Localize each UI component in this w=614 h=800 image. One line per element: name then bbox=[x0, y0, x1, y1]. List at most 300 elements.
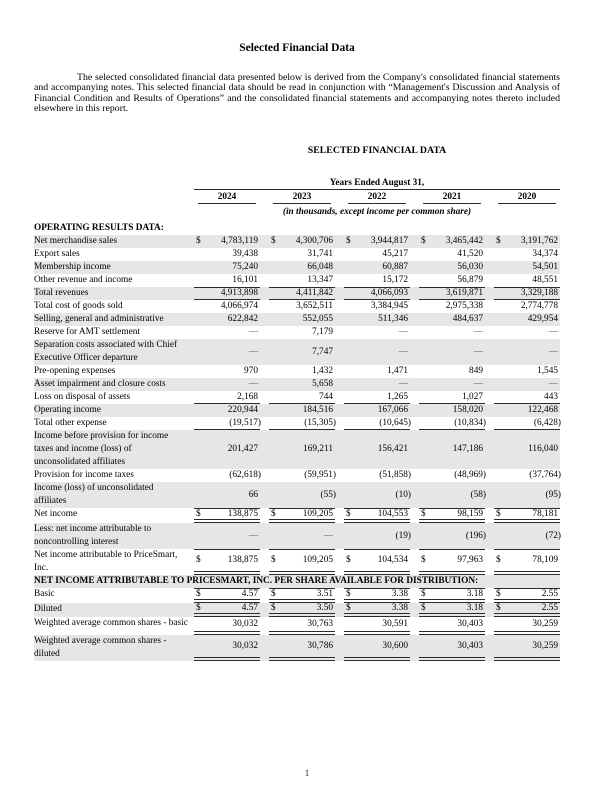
dollar-sign: $ bbox=[346, 508, 351, 519]
value-cell bbox=[269, 313, 335, 326]
dollar-sign: $ bbox=[496, 508, 501, 519]
cell-value: 30,403 bbox=[457, 640, 483, 651]
value-cell bbox=[344, 430, 410, 469]
value-cell bbox=[269, 261, 335, 274]
cell-value: 443 bbox=[544, 391, 558, 402]
cell-value: (48,969) bbox=[454, 470, 486, 481]
cell-value: 48,551 bbox=[532, 275, 558, 286]
value-cell bbox=[344, 261, 410, 274]
year-column-header: 2021 bbox=[419, 192, 485, 204]
row-label: Net income attributable to PriceSmart, Inc. bbox=[34, 549, 178, 573]
value-cell bbox=[419, 235, 485, 248]
cell-value: 30,786 bbox=[307, 640, 333, 651]
value-cell bbox=[419, 523, 485, 549]
dollar-sign: $ bbox=[346, 555, 351, 566]
value-cell bbox=[494, 274, 560, 287]
cell-value: 3.18 bbox=[466, 588, 483, 599]
year-column-header: 2022 bbox=[344, 192, 410, 204]
cell-value: 184,516 bbox=[302, 405, 333, 416]
cell-value: 744 bbox=[319, 391, 333, 402]
value-cell bbox=[269, 365, 335, 378]
table-row bbox=[34, 523, 560, 549]
page-title: Selected Financial Data bbox=[239, 42, 355, 54]
value-cell bbox=[269, 617, 335, 635]
cell-value: (95) bbox=[545, 489, 561, 500]
dollar-sign: $ bbox=[421, 588, 426, 599]
year-header-row bbox=[194, 192, 560, 204]
value-cell bbox=[344, 248, 410, 261]
dollar-sign: $ bbox=[496, 588, 501, 599]
row-label: Less: net income attributable to noncontrolling interest bbox=[34, 523, 152, 547]
row-label: Asset impairment and closure costs bbox=[34, 378, 166, 389]
cell-value: 169,211 bbox=[303, 444, 333, 455]
page-number: 1 bbox=[304, 769, 310, 779]
value-cell bbox=[344, 313, 410, 326]
dollar-sign: $ bbox=[346, 236, 351, 247]
dollar-sign: $ bbox=[496, 236, 501, 247]
value-cell bbox=[344, 287, 410, 300]
dollar-sign: $ bbox=[196, 555, 201, 566]
cell-value: 30,032 bbox=[232, 640, 258, 651]
value-cell bbox=[419, 261, 485, 274]
section-header-label: OPERATING RESULTS DATA: bbox=[34, 222, 164, 233]
table-row bbox=[34, 588, 560, 603]
table-row bbox=[34, 404, 560, 417]
cell-value: 104,534 bbox=[377, 555, 408, 566]
cell-value: 4.57 bbox=[241, 602, 258, 613]
value-cell bbox=[194, 313, 260, 326]
table-row bbox=[34, 549, 560, 575]
dollar-sign: $ bbox=[271, 236, 276, 247]
value-cell bbox=[344, 274, 410, 287]
value-cell bbox=[269, 549, 335, 575]
table-row bbox=[34, 287, 560, 300]
value-cell bbox=[194, 549, 260, 575]
value-cell bbox=[194, 365, 260, 378]
value-cell bbox=[419, 588, 485, 603]
value-cell bbox=[194, 430, 260, 469]
value-cell bbox=[344, 508, 410, 523]
cell-value: 66 bbox=[248, 489, 258, 500]
cell-value: 4,066,093 bbox=[370, 288, 408, 299]
row-label: Income (loss) of unconsolidated affiliates bbox=[34, 482, 154, 506]
cell-value: 116,040 bbox=[528, 444, 558, 455]
cell-value: 109,205 bbox=[302, 555, 333, 566]
cell-value: 3,652,511 bbox=[296, 301, 333, 312]
row-label: Loss on disposal of assets bbox=[34, 391, 131, 402]
value-cell bbox=[269, 588, 335, 603]
value-cell bbox=[419, 391, 485, 404]
table-row bbox=[34, 469, 560, 482]
cell-value: 78,181 bbox=[532, 508, 558, 519]
value-cell bbox=[344, 378, 410, 391]
cell-value: (19) bbox=[395, 530, 411, 541]
value-cell bbox=[494, 430, 560, 469]
cell-value: 30,403 bbox=[457, 618, 483, 629]
cell-value: 78,109 bbox=[532, 555, 558, 566]
value-cell bbox=[344, 417, 410, 430]
value-cell bbox=[419, 635, 485, 661]
cell-value: 552,055 bbox=[302, 314, 333, 325]
cell-value: (72) bbox=[545, 530, 561, 541]
cell-value: 56,879 bbox=[457, 275, 483, 286]
cell-value: 4,411,842 bbox=[296, 288, 333, 299]
value-cell bbox=[194, 261, 260, 274]
cell-value: 511,346 bbox=[378, 314, 408, 325]
table-row bbox=[34, 391, 560, 404]
cell-value: 60,887 bbox=[382, 262, 408, 273]
value-cell bbox=[419, 300, 485, 313]
value-cell bbox=[494, 365, 560, 378]
section-header-row bbox=[34, 575, 560, 588]
cell-value: 3,191,762 bbox=[520, 236, 558, 247]
value-cell bbox=[194, 635, 260, 661]
cell-value: 98,159 bbox=[457, 508, 483, 519]
value-cell bbox=[494, 339, 560, 365]
cell-value: 3,465,442 bbox=[445, 236, 483, 247]
cell-value: 2,168 bbox=[237, 391, 258, 402]
cell-value: 4,066,974 bbox=[220, 301, 258, 312]
section-header-label: NET INCOME ATTRIBUTABLE TO PRICESMART, INC. PER SHARE AVAILABLE FOR DISTRIBUTION: bbox=[34, 575, 479, 586]
cell-value: (6,428) bbox=[533, 417, 561, 428]
cell-value: (196) bbox=[465, 530, 486, 541]
cell-value: 1,432 bbox=[312, 366, 333, 377]
table-row bbox=[34, 635, 560, 661]
value-cell bbox=[194, 508, 260, 523]
cell-value: — bbox=[248, 530, 258, 541]
value-cell bbox=[194, 326, 260, 339]
cell-value: 5,658 bbox=[312, 379, 333, 390]
value-cell bbox=[269, 603, 335, 617]
cell-value: (62,618) bbox=[229, 470, 261, 481]
value-cell bbox=[419, 430, 485, 469]
table-row bbox=[34, 508, 560, 523]
cell-value: 2,975,338 bbox=[445, 301, 483, 312]
row-label: Pre-opening expenses bbox=[34, 365, 116, 376]
table-row bbox=[34, 235, 560, 248]
period-header: Years Ended August 31, bbox=[194, 178, 560, 190]
value-cell bbox=[419, 248, 485, 261]
cell-value: (59,951) bbox=[304, 470, 336, 481]
units-note: (in thousands, except income per common share) bbox=[282, 206, 472, 217]
value-cell bbox=[194, 617, 260, 635]
value-cell bbox=[344, 603, 410, 617]
value-cell bbox=[194, 235, 260, 248]
cell-value: 429,954 bbox=[527, 314, 558, 325]
value-cell bbox=[419, 469, 485, 482]
cell-value: 3,329,188 bbox=[520, 288, 558, 299]
cell-value: 7,747 bbox=[312, 346, 333, 357]
row-label: Operating income bbox=[34, 404, 101, 415]
cell-value: 484,637 bbox=[452, 314, 483, 325]
value-cell bbox=[419, 365, 485, 378]
value-cell bbox=[194, 248, 260, 261]
row-label: Income before provision for income taxes and income (loss) of unconsolidated affiliates bbox=[34, 430, 169, 467]
cell-value: 56,030 bbox=[457, 262, 483, 273]
dollar-sign: $ bbox=[421, 236, 426, 247]
row-label: Total other expense bbox=[34, 417, 107, 428]
value-cell bbox=[269, 339, 335, 365]
cell-value: 3,619,871 bbox=[445, 288, 483, 299]
year-column-header: 2024 bbox=[194, 192, 260, 204]
value-cell bbox=[344, 549, 410, 575]
cell-value: 1,265 bbox=[387, 391, 408, 402]
value-cell bbox=[269, 287, 335, 300]
cell-value: 622,842 bbox=[227, 314, 258, 325]
value-cell bbox=[194, 417, 260, 430]
cell-value: (58) bbox=[470, 489, 486, 500]
row-label: Membership income bbox=[34, 261, 111, 272]
table-row bbox=[34, 313, 560, 326]
cell-value: 30,259 bbox=[532, 618, 558, 629]
cell-value: 3.38 bbox=[391, 588, 408, 599]
cell-value: 30,259 bbox=[532, 640, 558, 651]
value-cell bbox=[494, 603, 560, 617]
value-cell bbox=[344, 482, 410, 508]
cell-value: (10,645) bbox=[379, 417, 411, 428]
dollar-sign: $ bbox=[271, 508, 276, 519]
cell-value: 4.57 bbox=[241, 588, 258, 599]
dollar-sign: $ bbox=[346, 588, 351, 599]
cell-value: — bbox=[248, 327, 258, 338]
cell-value: — bbox=[398, 346, 408, 357]
value-cell bbox=[419, 417, 485, 430]
value-cell bbox=[269, 235, 335, 248]
table-row bbox=[34, 603, 560, 617]
value-cell bbox=[419, 378, 485, 391]
table-row bbox=[34, 482, 560, 508]
value-cell bbox=[194, 274, 260, 287]
dollar-sign: $ bbox=[496, 555, 501, 566]
value-cell bbox=[194, 523, 260, 549]
value-cell bbox=[194, 404, 260, 417]
dollar-sign: $ bbox=[196, 508, 201, 519]
row-label: Net merchandise sales bbox=[34, 235, 118, 246]
cell-value: 138,875 bbox=[227, 555, 258, 566]
row-label: Total revenues bbox=[34, 287, 89, 298]
dollar-sign: $ bbox=[421, 508, 426, 519]
row-label: Basic bbox=[34, 588, 55, 599]
cell-value: — bbox=[248, 346, 258, 357]
cell-value: 15,172 bbox=[382, 275, 408, 286]
value-cell bbox=[494, 391, 560, 404]
dollar-sign: $ bbox=[496, 602, 501, 613]
table-row bbox=[34, 339, 560, 365]
cell-value: 30,032 bbox=[232, 618, 258, 629]
year-column-header: 2023 bbox=[269, 192, 335, 204]
cell-value: 39,438 bbox=[232, 249, 258, 260]
dollar-sign: $ bbox=[271, 588, 276, 599]
cell-value: 13,347 bbox=[307, 275, 333, 286]
cell-value: — bbox=[323, 530, 333, 541]
value-cell bbox=[269, 274, 335, 287]
value-cell bbox=[494, 588, 560, 603]
dollar-sign: $ bbox=[271, 602, 276, 613]
row-label: Net income bbox=[34, 508, 78, 519]
value-cell bbox=[269, 635, 335, 661]
value-cell bbox=[269, 378, 335, 391]
dollar-sign: $ bbox=[421, 555, 426, 566]
cell-value: 54,501 bbox=[532, 262, 558, 273]
cell-value: 30,763 bbox=[307, 618, 333, 629]
value-cell bbox=[419, 287, 485, 300]
value-cell bbox=[344, 617, 410, 635]
value-cell bbox=[344, 391, 410, 404]
cell-value: 30,600 bbox=[382, 640, 408, 651]
cell-value: — bbox=[398, 379, 408, 390]
table-title: SELECTED FINANCIAL DATA bbox=[307, 144, 447, 156]
value-cell bbox=[419, 508, 485, 523]
cell-value: 138,875 bbox=[227, 508, 258, 519]
cell-value: 109,205 bbox=[302, 508, 333, 519]
dollar-sign: $ bbox=[196, 588, 201, 599]
cell-value: 30,591 bbox=[382, 618, 408, 629]
cell-value: 41,520 bbox=[457, 249, 483, 260]
cell-value: (15,305) bbox=[304, 417, 336, 428]
cell-value: 2,774,778 bbox=[520, 301, 558, 312]
cell-value: 34,374 bbox=[532, 249, 558, 260]
value-cell bbox=[494, 300, 560, 313]
dollar-sign: $ bbox=[196, 602, 201, 613]
value-cell bbox=[194, 339, 260, 365]
value-cell bbox=[494, 482, 560, 508]
cell-value: — bbox=[398, 327, 408, 338]
table-row bbox=[34, 378, 560, 391]
value-cell bbox=[269, 300, 335, 313]
table-row bbox=[34, 617, 560, 635]
cell-value: (10,834) bbox=[454, 417, 486, 428]
cell-value: 2.55 bbox=[541, 602, 558, 613]
dollar-sign: $ bbox=[421, 602, 426, 613]
cell-value: 122,468 bbox=[527, 405, 558, 416]
row-label: Total cost of goods sold bbox=[34, 300, 123, 311]
value-cell bbox=[269, 326, 335, 339]
value-cell bbox=[494, 287, 560, 300]
table-row bbox=[34, 365, 560, 378]
value-cell bbox=[194, 391, 260, 404]
cell-value: 167,066 bbox=[377, 405, 408, 416]
row-label: Other revenue and income bbox=[34, 274, 133, 285]
value-cell bbox=[419, 339, 485, 365]
cell-value: 3,944,817 bbox=[370, 236, 408, 247]
value-cell bbox=[269, 523, 335, 549]
year-column-header: 2020 bbox=[494, 192, 560, 204]
value-cell bbox=[269, 391, 335, 404]
cell-value: 2.55 bbox=[541, 588, 558, 599]
value-cell bbox=[494, 523, 560, 549]
row-label: Selling, general and administrative bbox=[34, 313, 164, 324]
cell-value: 16,101 bbox=[232, 275, 258, 286]
value-cell bbox=[194, 603, 260, 617]
cell-value: 3.38 bbox=[391, 602, 408, 613]
row-label: Export sales bbox=[34, 248, 80, 259]
value-cell bbox=[494, 617, 560, 635]
row-label: Diluted bbox=[34, 603, 62, 614]
cell-value: 3.51 bbox=[316, 588, 333, 599]
value-cell bbox=[269, 508, 335, 523]
cell-value: 4,913,898 bbox=[220, 288, 258, 299]
value-cell bbox=[494, 404, 560, 417]
value-cell bbox=[194, 469, 260, 482]
row-label: Weighted average common shares - diluted bbox=[34, 635, 167, 659]
cell-value: 158,020 bbox=[452, 405, 483, 416]
cell-value: 1,545 bbox=[537, 366, 558, 377]
cell-value: — bbox=[473, 327, 483, 338]
value-cell bbox=[419, 482, 485, 508]
value-cell bbox=[494, 261, 560, 274]
cell-value: 66,048 bbox=[307, 262, 333, 273]
value-cell bbox=[494, 235, 560, 248]
table-row bbox=[34, 248, 560, 261]
value-cell bbox=[269, 469, 335, 482]
value-cell bbox=[269, 417, 335, 430]
row-label: Separation costs associated with Chief Executive Officer departure bbox=[34, 339, 178, 363]
cell-value: (19,517) bbox=[229, 417, 261, 428]
value-cell bbox=[344, 235, 410, 248]
cell-value: — bbox=[548, 379, 558, 390]
value-cell bbox=[344, 523, 410, 549]
value-cell bbox=[419, 313, 485, 326]
value-cell bbox=[269, 430, 335, 469]
value-cell bbox=[494, 248, 560, 261]
cell-value: 97,963 bbox=[457, 555, 483, 566]
value-cell bbox=[419, 603, 485, 617]
cell-value: 3.18 bbox=[466, 602, 483, 613]
cell-value: 849 bbox=[469, 366, 483, 377]
row-label: Reserve for AMT settlement bbox=[34, 326, 140, 337]
cell-value: 147,186 bbox=[452, 444, 483, 455]
cell-value: 104,553 bbox=[377, 508, 408, 519]
table-row bbox=[34, 430, 560, 469]
value-cell bbox=[494, 313, 560, 326]
value-cell bbox=[344, 339, 410, 365]
cell-value: 31,741 bbox=[307, 249, 333, 260]
cell-value: — bbox=[473, 379, 483, 390]
value-cell bbox=[419, 274, 485, 287]
cell-value: 3,384,945 bbox=[370, 301, 408, 312]
cell-value: 201,427 bbox=[227, 444, 258, 455]
cell-value: 7,179 bbox=[312, 327, 333, 338]
cell-value: (55) bbox=[320, 489, 336, 500]
value-cell bbox=[194, 300, 260, 313]
dollar-sign: $ bbox=[196, 236, 201, 247]
section-header-row bbox=[34, 222, 560, 235]
row-label: Provision for income taxes bbox=[34, 469, 134, 480]
value-cell bbox=[194, 378, 260, 391]
cell-value: 4,300,706 bbox=[295, 236, 333, 247]
cell-value: 45,217 bbox=[382, 249, 408, 260]
intro-paragraph: The selected consolidated financial data presented below is derived from the Company's consolidated financial statements and accompanying notes. This selected financial data should be read in conjunction with “Management's Discussion and Analysis of Financial Condition and Results of Operations” and the consolidated financial statements and accompanying notes thereto included elsewhere in this report. bbox=[34, 72, 560, 115]
value-cell bbox=[269, 248, 335, 261]
cell-value: 3.50 bbox=[316, 602, 333, 613]
value-cell bbox=[494, 508, 560, 523]
cell-value: 970 bbox=[244, 366, 258, 377]
cell-value: — bbox=[473, 346, 483, 357]
table-row bbox=[34, 326, 560, 339]
cell-value: (10) bbox=[395, 489, 411, 500]
cell-value: 1,027 bbox=[462, 391, 483, 402]
cell-value: 4,783,119 bbox=[221, 236, 258, 247]
value-cell bbox=[494, 326, 560, 339]
table-row bbox=[34, 300, 560, 313]
financial-table bbox=[34, 222, 560, 661]
value-cell bbox=[494, 549, 560, 575]
table-row bbox=[34, 274, 560, 287]
cell-value: 75,240 bbox=[232, 262, 258, 273]
cell-value: (51,858) bbox=[379, 470, 411, 481]
dollar-sign: $ bbox=[346, 602, 351, 613]
cell-value: 220,944 bbox=[227, 405, 258, 416]
